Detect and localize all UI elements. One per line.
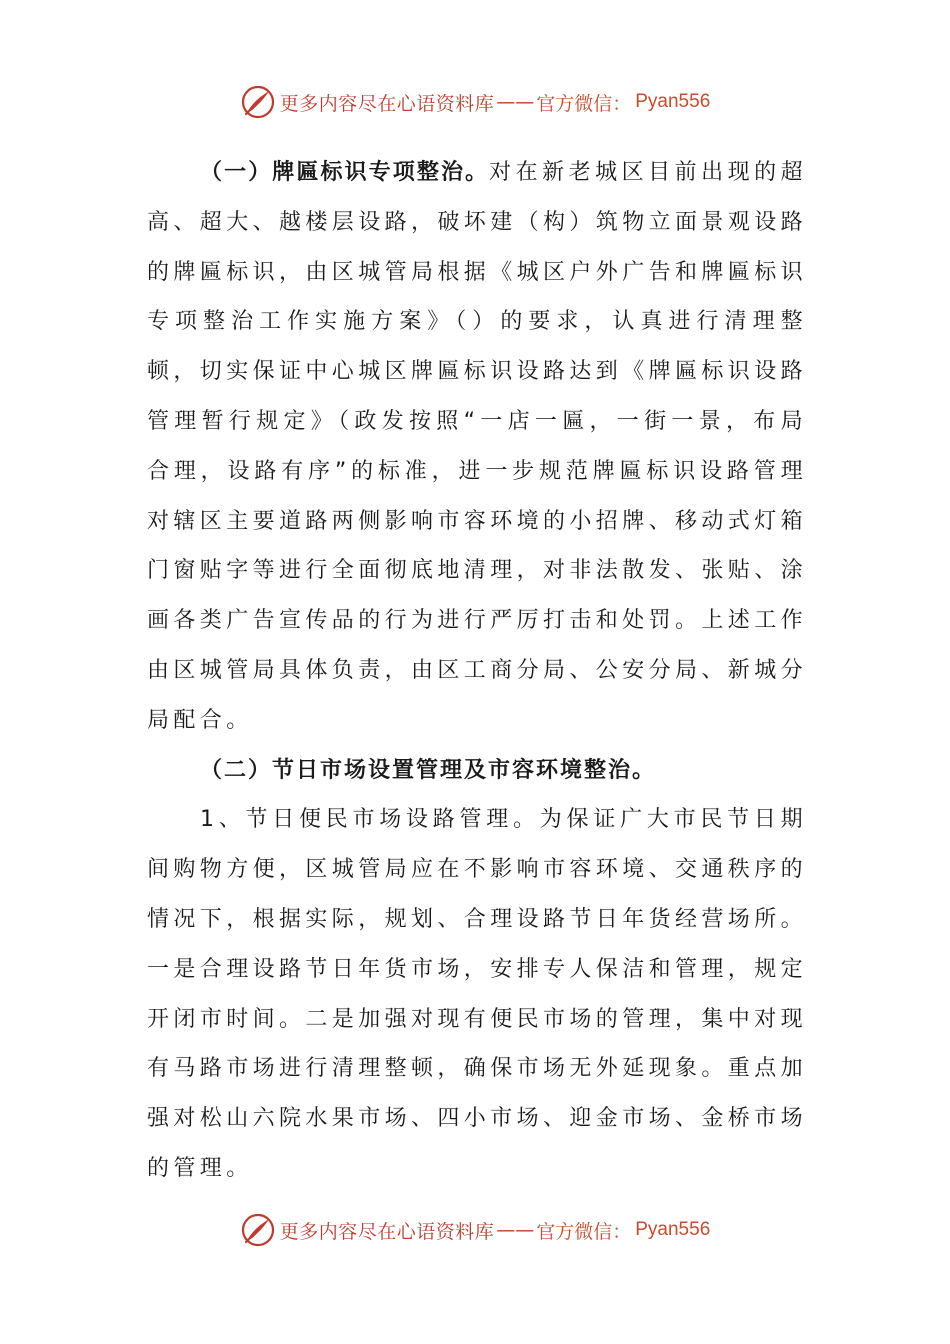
watermark-dash: ——: [496, 1219, 535, 1241]
pen-logo-icon: [240, 1212, 276, 1248]
watermark-banner-bottom: [0, 1210, 950, 1250]
watermark-banner-top: [0, 82, 950, 122]
section1-heading: （一）牌匾标识专项整治。: [200, 160, 490, 185]
pen-logo-icon: [240, 84, 276, 120]
section2-item1: 1、节日便民市场设路管理。为保证广大市民节日期间购物方便，区城管局应在不影响市容环境、交通秩序的情况下，根据实际，规划、合理设路节日年货经营场所。一是合理设路节日年货市场，安排专人保洁和管理，规定开闭市时间。二是加强对现有便民市场的管理，集中对现有马路市场进行清理整顿，确保市场无外延现象。重点加强对松山六院水果市场、四小市场、迎金市场、金桥市场的管理。: [147, 807, 808, 1181]
watermark-wechat-label: 官方微信：: [536, 92, 632, 115]
watermark-dash: ——: [496, 91, 535, 113]
watermark-wechat-handle: Pyan556: [635, 1219, 711, 1240]
section1-body: 对在新老城区目前出现的超高、超大、越楼层设路，破坏建（构）筑物立面景观设路的牌匾标识，由区城管局根据《城区户外广告和牌匾标识专项整治工作实施方案》（）的要求，认真进行清理整顿，切实保证中心城区牌匾标识设路达到《牌匾标识设路管理暂行规定》（政发按照“一店一匾，一街一景，布局合理，设路有序”的标准，进一步规范牌匾标识设路管理对辖区主要道路两侧影响市容环境的小招牌、移动式灯箱门窗贴字等进行全面彻底地清理，对非法散发、张贴、涂画各类广告宣传品的行为进行严厉打击和处罚。上述工作由区城管局具体负责，由区工商分局、公安分局、新城分局配合。: [147, 160, 808, 733]
section2-heading: （二）节日市场设置管理及市容环境整治。: [200, 757, 657, 783]
watermark-wechat-handle: Pyan556: [635, 91, 711, 112]
section1-paragraph: [147, 148, 807, 746]
watermark-brand-text: 更多内容尽在心语资料库: [279, 1220, 495, 1243]
watermark-wechat-label: 官方微信：: [536, 1220, 632, 1243]
document-body: [147, 148, 807, 1194]
watermark-brand-text: 更多内容尽在心语资料库: [279, 92, 495, 115]
